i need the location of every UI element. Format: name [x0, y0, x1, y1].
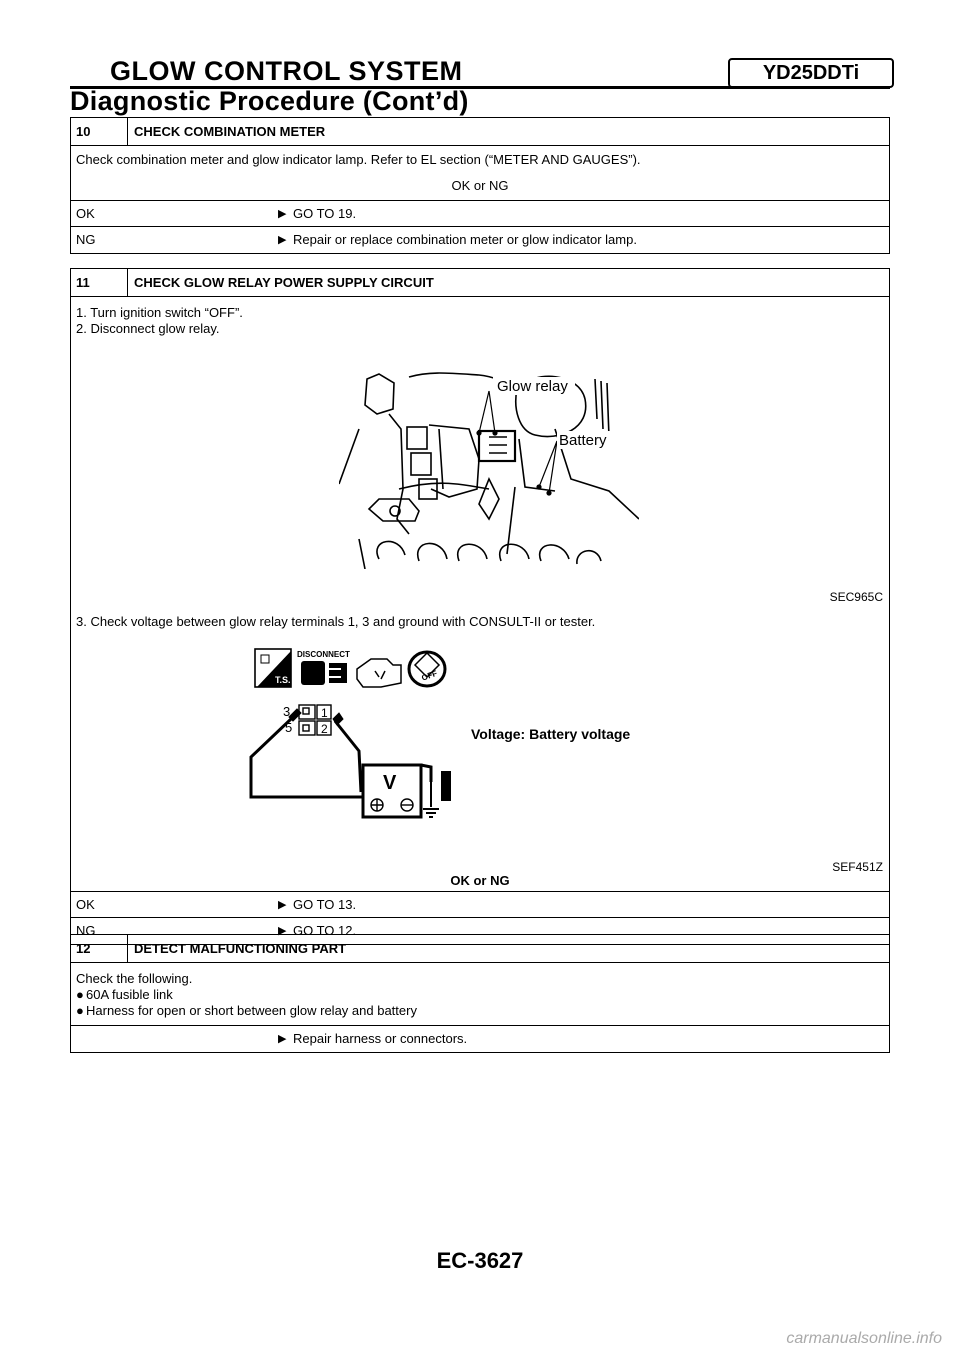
step-11-box [70, 268, 890, 945]
result-row [71, 1026, 889, 1052]
step-12-box [70, 934, 890, 1053]
section-title: GLOW CONTROL SYSTEM [110, 56, 463, 86]
bullet-icon: ● [76, 1003, 84, 1018]
step-12-body [71, 963, 889, 1026]
page-subtitle: Diagnostic Procedure (Cont’d) [70, 86, 469, 116]
step-title: CHECK COMBINATION METER [134, 124, 326, 139]
step-10-box [70, 117, 890, 254]
result-action: Repair harness or connectors. [293, 1031, 468, 1046]
engine-bay-figure [339, 369, 639, 569]
result-ng-row [71, 227, 889, 253]
meter-symbol: V [383, 772, 397, 794]
result-action: GO TO 13. [293, 897, 357, 912]
page-number: EC-3627 [436, 1248, 524, 1273]
step-text: 1. Turn ignition switch “OFF”. [76, 305, 243, 320]
result-label: OK [76, 897, 95, 912]
step-10-body [71, 146, 889, 201]
voltage-spec: Voltage: Battery voltage [471, 726, 631, 742]
step-title: CHECK GLOW RELAY POWER SUPPLY CIRCUIT [134, 275, 434, 290]
result-action: GO TO 19. [293, 206, 357, 221]
terminal-1: 1 [321, 706, 328, 720]
step-number: 12 [71, 935, 128, 962]
terminal-5: 5 [285, 720, 293, 735]
arrow-icon: ▶ [278, 925, 287, 937]
result-action: Repair or replace combination meter or glow indicator lamp. [293, 232, 637, 247]
terminal-3: 3 [283, 704, 291, 719]
off-text: OFF [420, 668, 439, 683]
step-11-header [71, 269, 889, 297]
step-number: 11 [71, 269, 128, 296]
step-text: Check the following. [76, 971, 193, 986]
disconnect-text: DISCONNECT [297, 650, 350, 659]
result-ok-row [71, 892, 889, 918]
arrow-icon: ▶ [278, 1033, 287, 1045]
figure-code: SEF451Z [832, 860, 883, 874]
voltage-check-figure [231, 647, 751, 827]
step-text: 2. Disconnect glow relay. [76, 321, 220, 336]
ok-or-ng-label: OK or NG [450, 873, 510, 888]
bullet-icon: ● [76, 987, 84, 1002]
step-text: 3. Check voltage between glow relay terminals 1, 3 and ground with CONSULT-II or tester. [76, 614, 596, 629]
arrow-icon: ▶ [278, 234, 287, 246]
arrow-icon: ▶ [278, 208, 287, 220]
engine-off-icon [357, 659, 401, 687]
watermark: carmanualsonline.info [786, 1330, 942, 1347]
connector-disconnect-icon [301, 661, 347, 685]
step-10-header [71, 118, 889, 146]
result-label [71, 1026, 278, 1052]
ts-text: T.S. [275, 675, 291, 685]
battery-label: Battery [559, 432, 607, 449]
figure-code: SEC965C [829, 590, 883, 604]
voltmeter [363, 765, 421, 817]
result-label: NG [76, 232, 96, 247]
step-number: 10 [71, 118, 128, 145]
result-label: OK [76, 206, 95, 221]
engine-code-badge: YD25DDTi [728, 58, 894, 88]
terminal-2: 2 [321, 722, 328, 736]
ground-icon [423, 782, 439, 817]
step-text: Check combination meter and glow indicator lamp. Refer to EL section (“METER AND GAUGES”). [76, 152, 641, 167]
arrow-icon: ▶ [278, 899, 287, 911]
result-ok-row [71, 201, 889, 227]
ignition-key-icon [409, 652, 445, 686]
result-action: GO TO 12. [293, 923, 357, 938]
list-item: ● Harness for open or short between glow relay and battery [76, 1003, 417, 1018]
step-11-body [71, 297, 889, 892]
step-12-header [71, 935, 889, 963]
ts-icon [255, 649, 291, 687]
result-label: NG [76, 923, 96, 938]
list-item: ● 60A fusible link [76, 987, 173, 1002]
step-title: DETECT MALFUNCTIONING PART [134, 941, 347, 956]
glow-relay-label: Glow relay [497, 378, 568, 395]
ok-or-ng-label: OK or NG [451, 178, 509, 193]
